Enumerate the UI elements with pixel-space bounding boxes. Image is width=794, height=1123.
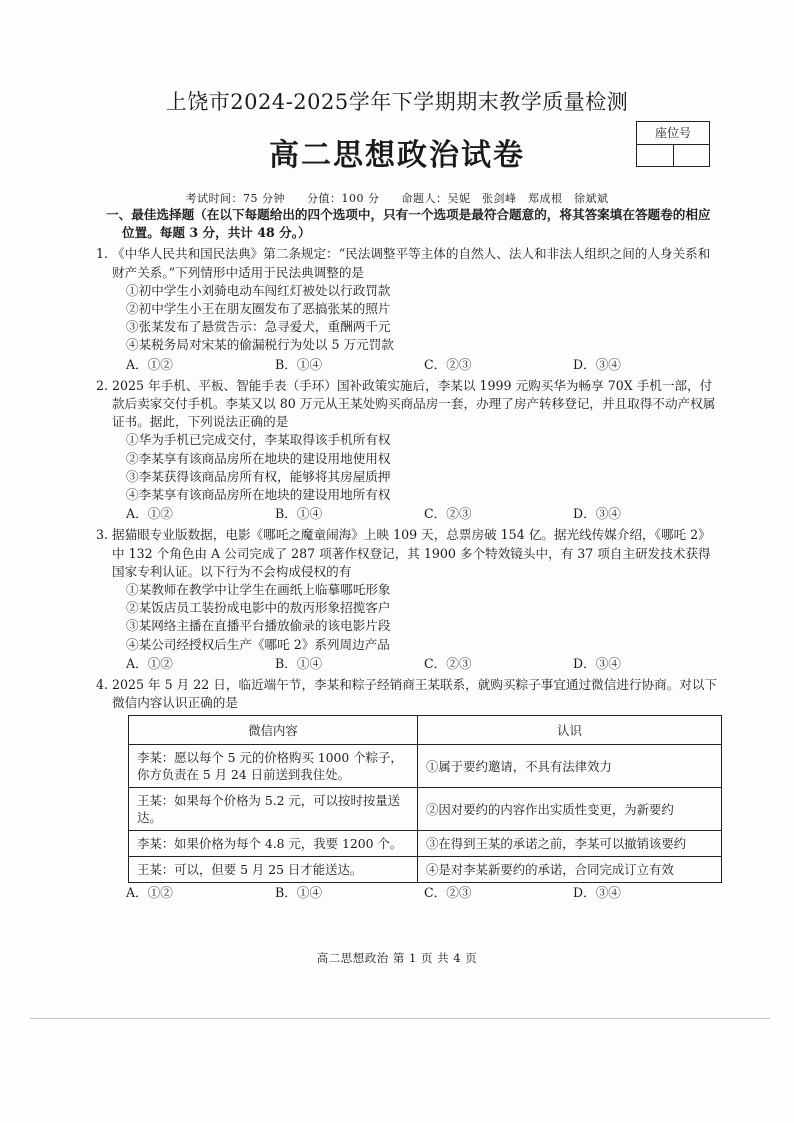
statement-option: ①初中学生小刘骑电动车闯红灯被处以行政罚款 bbox=[126, 282, 391, 298]
statement-option: ④李某享有该商品房所在地块的建设用地所有权 bbox=[126, 487, 391, 503]
section-heading: 一、最佳选择题（在以下每题给出的四个选项中，只有一个选项是最符合题意的，将其答案填在答题卷的相应位置。每题 3 分，共计 48 分。） bbox=[106, 207, 711, 241]
question-1 bbox=[96, 245, 722, 373]
table-cell-message: 李某：如果价格为每个 4.8 元，我要 1200 个。 bbox=[129, 831, 418, 857]
subject-title: 高二思想政治试卷 bbox=[269, 138, 525, 173]
statement-option: ④某公司经授权后生产《哪吒 2》系列周边产品 bbox=[126, 636, 390, 652]
question-4 bbox=[96, 676, 722, 903]
exam-score: 分值：100 分 bbox=[307, 192, 380, 205]
question-2 bbox=[96, 377, 722, 524]
table-cell-understanding: ④是对李某新要约的承诺，合同完成订立有效 bbox=[418, 857, 722, 883]
question-stem bbox=[96, 377, 722, 432]
answer-choices bbox=[106, 356, 722, 374]
answer-choices bbox=[106, 505, 722, 523]
table-cell-understanding: ②因对要约的内容作出实质性变更，为新要约 bbox=[418, 788, 722, 831]
table-row bbox=[129, 788, 722, 831]
choice-d: D．③④ bbox=[573, 356, 621, 372]
table-cell-message: 王某：可以，但要 5 月 25 日才能送达。 bbox=[129, 857, 418, 883]
table-header-row bbox=[129, 716, 722, 745]
table-cell-message: 王某：如果每个价格为 5.2 元，可以按时按量送达。 bbox=[129, 788, 418, 831]
choice-c: C．②③ bbox=[424, 356, 472, 372]
exam-content bbox=[96, 206, 722, 903]
choice-b: B．①④ bbox=[275, 356, 323, 372]
question-number: 1. bbox=[96, 246, 109, 262]
statement-option: ③某网络主播在直播平台播放偷录的该电影片段 bbox=[126, 618, 391, 634]
seat-cell-2 bbox=[674, 145, 710, 167]
question-text: 2025 年 5 月 22 日，临近端午节，李某和粽子经销商王某联系，就购买粽子事宜通过微信进行协商。对以下微信内容认识正确的是 bbox=[112, 677, 718, 711]
question-stem bbox=[96, 245, 722, 281]
seat-number-box bbox=[636, 121, 710, 167]
choice-a: A．①② bbox=[126, 356, 173, 372]
statement-option: ④某税务局对宋某的偷漏税行为处以 5 万元罚款 bbox=[126, 337, 394, 353]
question-3 bbox=[96, 526, 722, 673]
answer-choices bbox=[106, 655, 722, 673]
statement-option: ①华为手机已完成交付，李某取得该手机所有权 bbox=[126, 432, 391, 448]
choice-c: C．②③ bbox=[424, 885, 472, 901]
question-number: 2. bbox=[96, 377, 109, 393]
statement-option: ②初中学生小王在朋友圈发布了恶搞张某的照片 bbox=[126, 301, 391, 317]
choice-d: D．③④ bbox=[573, 655, 621, 671]
table-header-cell: 微信内容 bbox=[129, 716, 418, 745]
question-text: 2025 年手机、平板、智能手表（手环）国补政策实施后，李某以 1999 元购买华为畅享 70X 手机一部，付款后卖家交付手机。李某又以 80 万元从王某处购买商品房一套，办理了房产转移登记，并且取得不动产权属证书。据此，下列说法正确的是 bbox=[112, 377, 716, 430]
question-stem bbox=[96, 526, 722, 581]
choice-b: B．①④ bbox=[275, 885, 323, 901]
question-number: 3. bbox=[96, 527, 109, 543]
seat-number-cells bbox=[637, 145, 709, 167]
statement-option: ③张某发布了悬赏告示：急寻爱犬，重酬两千元 bbox=[126, 319, 391, 335]
exam-info bbox=[0, 190, 794, 206]
seat-cell-1 bbox=[637, 145, 674, 167]
page-footer: 高二思想政治 第 1 页 共 4 页 bbox=[316, 951, 478, 965]
answer-choices bbox=[106, 884, 722, 902]
exam-time: 考试时间：75 分钟 bbox=[185, 192, 285, 205]
scan-divider bbox=[30, 1018, 770, 1019]
choice-d: D．③④ bbox=[573, 885, 621, 901]
choice-b: B．①④ bbox=[275, 506, 323, 522]
table-row bbox=[129, 831, 722, 857]
seat-number-label: 座位号 bbox=[637, 122, 709, 145]
question-text: 据猫眼专业版数据，电影《哪吒之魔童闹海》上映 109 天，总票房破 154 亿。据光线传媒介绍，《哪吒 2》中 132 个角色由 A 公司完成了 287 项著作权登记，其 1900 多个特效镜头中，有 37 项自主研发技术获得国家专利认证。以下行为不会构成侵权的有 bbox=[112, 527, 711, 579]
table-header-cell: 认识 bbox=[418, 716, 722, 745]
statement-option: ②某饭店员工装扮成电影中的敖丙形象招揽客户 bbox=[126, 600, 391, 616]
wechat-content-table bbox=[128, 715, 722, 883]
exam-authors: 命题人：吴妮 张剑峰 郑成根 徐斌斌 bbox=[401, 192, 609, 205]
table-row bbox=[129, 857, 722, 883]
choice-b: B．①④ bbox=[275, 655, 323, 671]
table-cell-understanding: ①属于要约邀请，不具有法律效力 bbox=[418, 745, 722, 788]
choice-d: D．③④ bbox=[573, 506, 621, 522]
statement-option: ①某教师在教学中让学生在画纸上临摹哪吒形象 bbox=[126, 582, 391, 598]
question-number: 4. bbox=[96, 677, 109, 693]
statement-option: ②李某享有该商品房所在地块的建设用地使用权 bbox=[126, 450, 391, 466]
table-cell-message: 李某：愿以每个 5 元的价格购买 1000 个粽子，你方负责在 5 月 24 日前送到我住处。 bbox=[129, 745, 418, 788]
choice-a: A．①② bbox=[126, 655, 173, 671]
question-stem bbox=[96, 676, 722, 712]
choice-c: C．②③ bbox=[424, 655, 472, 671]
table-row bbox=[129, 745, 722, 788]
exam-header-title: 上饶市2024-2025学年下学期期末教学质量检测 bbox=[165, 90, 629, 114]
choice-a: A．①② bbox=[126, 506, 173, 522]
choice-c: C．②③ bbox=[424, 506, 472, 522]
table-cell-understanding: ③在得到王某的承诺之前，李某可以撤销该要约 bbox=[418, 831, 722, 857]
choice-a: A．①② bbox=[126, 885, 173, 901]
question-text: 《中华人民共和国民法典》第二条规定：“民法调整平等主体的自然人、法人和非法人组织之间的人身关系和财产关系。”下列情形中适用于民法典调整的是 bbox=[112, 246, 711, 280]
statement-option: ③李某获得该商品房所有权，能够将其房屋质押 bbox=[126, 468, 391, 484]
